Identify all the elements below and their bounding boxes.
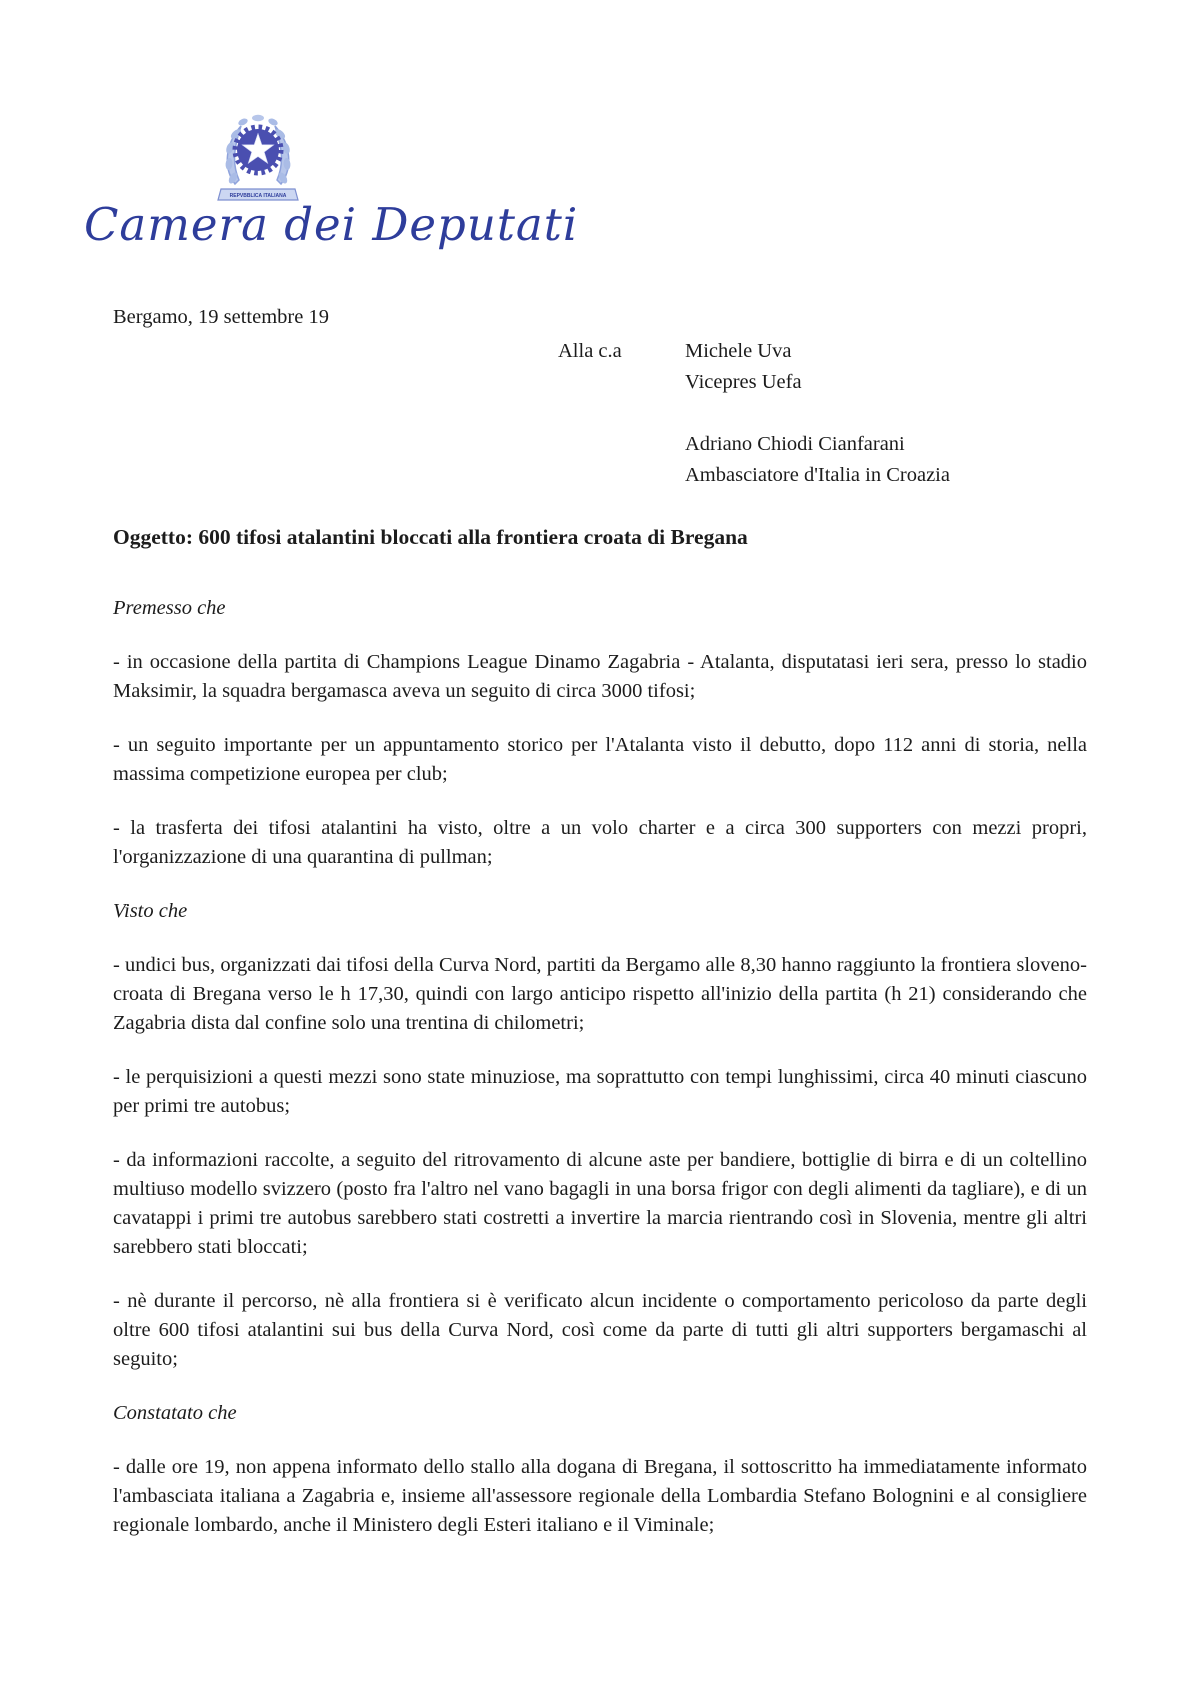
paragraph: - dalle ore 19, non appena informato dello stallo alla dogana di Bregana, il sottoscritto ha immediatamente informato l'ambasciata italiana a Zagabria e, insieme all'assessore regionale della Lombardia Stefano Bolognini e al consigliere regionale lombardo, anche il Ministero degli Esteri italiano e il Viminale; — [113, 1456, 1087, 1536]
subject-line: Oggetto: 600 tifosi atalantini bloccati alla frontiera croata di Bregana — [113, 525, 748, 549]
letter-body — [113, 594, 1087, 1565]
paragraph: - le perquisizioni a questi mezzi sono state minuziose, ma soprattutto con tempi lunghissimi, circa 40 minuti ciascuno per primi tre autobus; — [113, 1066, 1087, 1117]
recipient-block — [558, 336, 950, 491]
recipient-name: Adriano Chiodi Cianfarani — [685, 433, 905, 455]
recipient-role: Ambasciatore d'Italia in Croazia — [685, 464, 950, 486]
section-heading-visto: Visto che — [113, 900, 188, 922]
paragraph: - da informazioni raccolte, a seguito del ritrovamento di alcune aste per bandiere, bottiglie di birra e di un coltellino multiuso modello svizzero (posto fra l'altro nel vano bagagli in una borsa frigor con degli alimenti da tagliare), e di un cavatappi i primi tre autobus sarebbero stati costretti a invertire la marcia rientrando così in Slovenia, mentre gli altri sarebbero stati bloccati; — [113, 1149, 1087, 1258]
paragraph: - undici bus, organizzati dai tifosi della Curva Nord, partiti da Bergamo alle 8,30 hanno raggiunto la frontiera sloveno-croata di Bregana verso le h 17,30, quindi con largo anticipo rispetto all'inizio della partita (h 21) considerando che Zagabria dista dal confine solo una trentina di chilometri; — [113, 954, 1087, 1034]
section-heading-premesso: Premesso che — [113, 597, 226, 619]
attention-label: Alla c.a — [558, 340, 622, 362]
dateline: Bergamo, 19 settembre 19 — [113, 306, 329, 328]
paragraph: - in occasione della partita di Champions League Dinamo Zagabria - Atalanta, disputatasi ieri sera, presso lo stadio Maksimir, la squadra bergamasca aveva un seguito di circa 3000 tifosi; — [113, 651, 1087, 702]
emblem-ribbon-text: REPVBBLICA ITALIANA — [229, 193, 287, 199]
recipient-role: Vicepres Uefa — [685, 371, 802, 393]
paragraph: - la trasferta dei tifosi atalantini ha visto, oltre a un volo charter e a circa 300 supporters con mezzi propri, l'organizzazione di una quarantina di pullman; — [113, 817, 1087, 868]
section-heading-constatato: Constatato che — [113, 1402, 237, 1424]
recipient-name: Michele Uva — [685, 340, 792, 362]
recipient-group — [685, 336, 950, 398]
letterhead — [0, 0, 600, 270]
recipient-groups — [685, 336, 950, 491]
org-name: Camera dei Deputati — [84, 198, 579, 251]
italian-republic-emblem-icon — [215, 110, 301, 202]
recipient-group — [685, 429, 950, 491]
paragraph: - un seguito importante per un appuntamento storico per l'Atalanta visto il debutto, dopo 112 anni di storia, nella massima competizione europea per club; — [113, 734, 1087, 785]
paragraph: - nè durante il percorso, nè alla frontiera si è verificato alcun incidente o comportamento pericoloso da parte degli oltre 600 tifosi atalantini sui bus della Curva Nord, così come da parte di tutti gli altri supporters bergamaschi al seguito; — [113, 1290, 1087, 1370]
